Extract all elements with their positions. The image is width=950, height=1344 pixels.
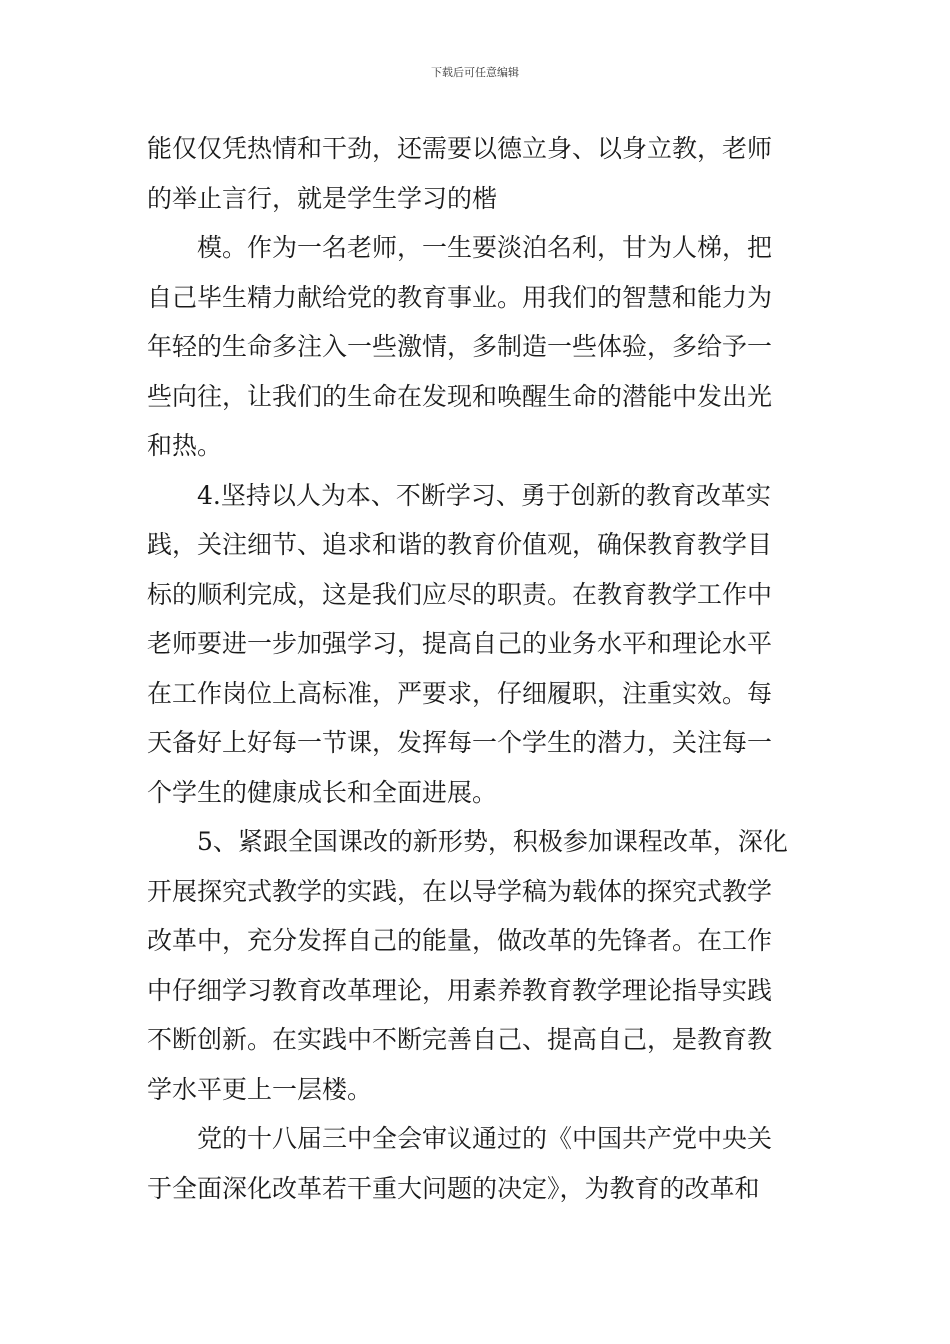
text-line: 天备好上好每一节课，发挥每一个学生的潜力，关注每一 [147,728,773,757]
text-line: 中仔细学习教育改革理论，用素养教育教学理论指导实践 [147,975,773,1005]
text-line: 能仅仅凭热情和干劲，还需要以德立身、以身立教，老师 [147,134,773,163]
text-line: 不断创新。在实践中不断完善自己、提高自己，是教育教 [147,1025,773,1054]
text-line: 年轻的生命多注入一些激情，多制造一些体验，多给予一 [147,332,773,361]
text-line: 开展探究式教学的实践，在以导学稿为载体的探究式教学 [147,876,773,906]
text-line: 标的顺利完成，这是我们应尽的职责。在教育教学工作中 [147,579,773,609]
text-line: 改革中，充分发挥自己的能量，做改革的先锋者。在工作 [147,926,773,955]
text-line: 践，关注细节、追求和谐的教育价值观，确保教育教学目 [147,530,773,559]
page-header: 下载后可任意编辑 [431,66,519,79]
text-line: 模。作为一名老师，一生要淡泊名利，甘为人梯，把 [197,233,773,262]
text-line: 在工作岗位上高标准，严要求，仔细履职，注重实效。每 [147,678,773,708]
text-line: 的举止言行，就是学生学习的楷 [147,183,498,213]
document-body [147,124,807,1213]
text-line: 5、紧跟全国课改的新形势，积极参加课程改革，深化 [197,827,788,856]
text-line: 和热。 [147,431,223,460]
text-line: 学水平更上一层楼。 [147,1074,373,1104]
text-line: 于全面深化改革若干重大问题的决定》，为教育的改革和 [147,1173,760,1203]
text-line: 4.坚持以人为本、不断学习、勇于创新的教育改革实 [197,480,771,510]
text-line: 个学生的健康成长和全面进展。 [147,777,498,807]
text-line: 自己毕生精力献给党的教育事业。用我们的智慧和能力为 [147,282,773,312]
text-line: 老师要进一步加强学习，提高自己的业务水平和理论水平 [147,629,773,658]
text-line: 些向往，让我们的生命在发现和唤醒生命的潜能中发出光 [147,381,773,411]
text-line: 党的十八届三中全会审议通过的《中国共产党中央关 [197,1124,773,1153]
